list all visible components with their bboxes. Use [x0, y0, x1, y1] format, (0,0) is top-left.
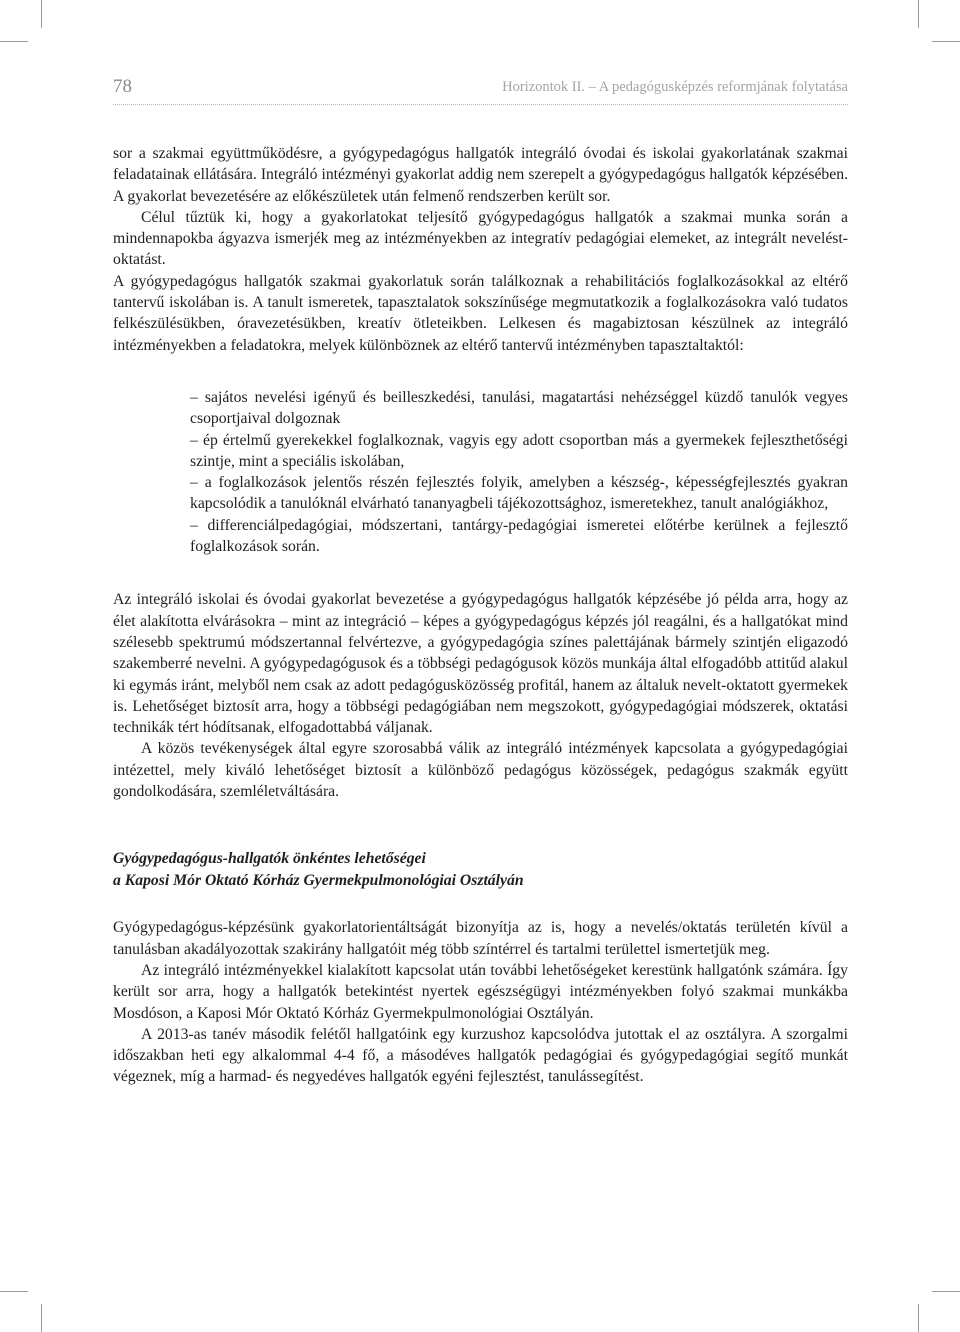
- section-heading: [113, 848, 848, 892]
- body-paragraph: sor a szakmai együttműködésre, a gyógypedagógus hallgatók integráló óvodai és iskolai gyakorlatának szakmai feladatainak ellátására. Integráló intézményi gyakorlat addig nem szerepelt a gyógypedagógus hallgatók képzésében. A gyakorlat bevezetésére az előkészületek után felmenő rendszerben került sor.: [113, 145, 848, 205]
- crop-mark-bottom-right: [918, 1304, 919, 1332]
- list-item: – sajátos nevelési igényű és beilleszkedési, tanulási, magatartási nehézséggel küzdő tanulók vegyes csoportjaival dolgoznak: [190, 387, 848, 430]
- section-heading-line: a Kaposi Mór Oktató Kórház Gyermekpulmonológiai Osztályán: [113, 872, 524, 890]
- page-header: [113, 76, 848, 102]
- crop-mark-top-left: [0, 41, 28, 42]
- crop-mark-top-left: [41, 0, 42, 28]
- crop-mark-bottom-left: [0, 1291, 28, 1292]
- page-body: [113, 143, 848, 1088]
- section-heading-line: Gyógypedagógus-hallgatók önkéntes lehetőségei: [113, 850, 426, 868]
- crop-mark-bottom-left: [41, 1304, 42, 1332]
- body-paragraph: A gyógypedagógus hallgatók szakmai gyakorlatuk során találkoznak a rehabilitációs foglalkozásokkal az eltérő tantervű iskolában is. A tanult ismeretek, tapasztalatok sokszínűsége megmutatkozik a foglalkozásokra való tudatos felkészülésükben, óravezetésükben, kreatív ötleteikben. Lelkesen és magabiztosan készülnek az integráló intézményekben a feladatokra, melyek különböznek az eltérő tantervű intézményben tapasztaltaktól:: [113, 272, 848, 354]
- body-paragraph: A 2013-as tanév második felétől hallgatóink egy kurzushoz kapcsolódva jutottak el az osztályra. A szorgalmi időszakban heti egy alkalommal 4-4 fő, a másodéves hallgatók pedagógiai és gyógypedagógiai segítő munkát végeznek, míg a harmad- és negyedéves hallgatók egyéni fejlesztést, tanulássegítést.: [113, 1025, 848, 1086]
- list-item: – a foglalkozások jelentős részén fejlesztés folyik, amelyben a készség-, képességfejlesztés gyakran kapcsolódik a tanulóknál elvárható tananyagbeli tájékozottsághoz, ismeretekhez, tanult analógiákhoz,: [190, 472, 848, 515]
- bullet-list: [113, 387, 848, 557]
- list-item: – ép értelmű gyerekekkel foglalkoznak, vagyis egy adott csoportban más a gyermekek fejleszthetőségi szintje, mint a speciális iskolában,: [190, 430, 848, 473]
- crop-mark-bottom-right: [932, 1291, 960, 1292]
- body-paragraph: Az integráló iskolai és óvodai gyakorlat bevezetése a gyógypedagógus hallgatók képzésébe jó példa arra, hogy az élet alakította elvárásokra – mint az integráció – képes a gyógypedagógus képzés jól reagálni, és a hallgatókat mind szélesebb spektrumú módszertannal felvértezve, a gyógypedagógia színes palettájának bármely szintjén eligazodó szakemberré nevelni. A gyógypedagógusok és a többségi pedagógusok közös munkája által elfogadóbb attitűd alakul ki egymás iránt, melyből nem csak az adott pedagógusközösség profitál, hanem az általuk nevelt-oktatott gyermekek is. Lehetőséget biztosít arra, hogy a többségi pedagógiában nem megszokott, gyógypedagógiai módszerek, oktatási technikák tért hódítsanak, elfogadottabbá váljanak.: [113, 591, 848, 737]
- body-paragraph: Az integráló intézményekkel kialakított kapcsolat után további lehetőségeket kerestünk hallgatónk számára. Így került sor arra, hogy a hallgatók betekintést nyertek egészségügyi intézményekben folyó szakmai munkákba Mosdóson, a Kaposi Mór Oktató Kórház Gyermekpulmonológiai Osztályán.: [113, 961, 848, 1022]
- page-number: 78: [113, 76, 132, 97]
- running-title: Horizontok II. – A pedagógusképzés reformjának folytatása: [502, 79, 848, 95]
- crop-mark-top-right: [932, 41, 960, 42]
- list-item: – differenciálpedagógiai, módszertani, tantárgy-pedagógiai ismeretei előtérbe kerülnek a fejlesztő foglalkozások során.: [190, 515, 848, 558]
- crop-mark-top-right: [918, 0, 919, 28]
- header-divider: [113, 104, 848, 105]
- body-paragraph: Célul tűztük ki, hogy a gyakorlatokat teljesítő gyógypedagógus hallgatók a szakmai munka során a mindennapokba ágyazva ismerjék meg az intézményekben az integratív pedagógiai elemeket, az integrált nevelést-oktatást.: [113, 208, 848, 269]
- body-paragraph: A közös tevékenységek által egyre szorosabbá válik az integráló intézmények kapcsolata a gyógypedagógiai intézettel, mely kiváló lehetőséget biztosít a különböző pedagógus közösségek, pedagógus szakmák együtt gondolkodására, szemléletváltására.: [113, 740, 848, 801]
- body-paragraph: Gyógypedagógus-képzésünk gyakorlatorientáltságát bizonyítja az is, hogy a nevelés/oktatás területén kívül a tanulásban akadályozottak szakirány hallgatóit még több színtérrel és tartalmi területtel ismertetjük meg.: [113, 919, 848, 958]
